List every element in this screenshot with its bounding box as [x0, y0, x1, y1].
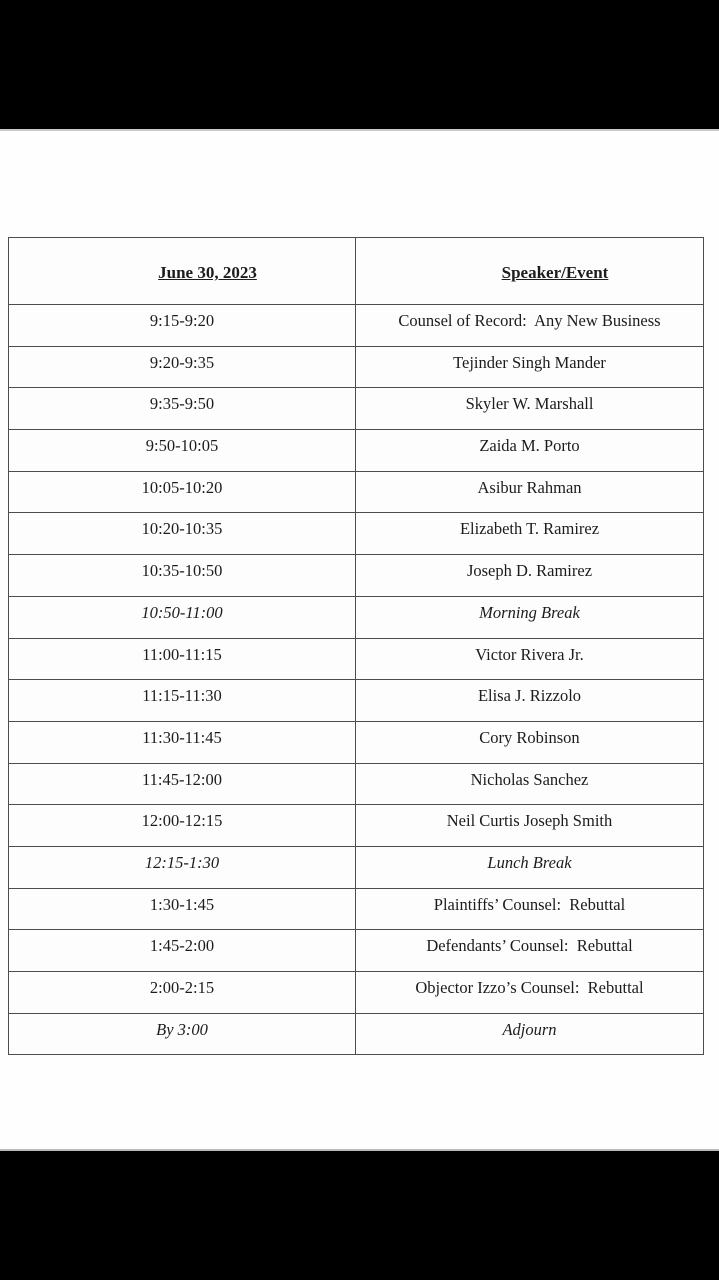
time-cell: 9:20-9:35 [9, 346, 356, 388]
time-cell: 9:15-9:20 [9, 305, 356, 347]
table-row [9, 471, 704, 513]
table-row [9, 763, 704, 805]
time-cell: 11:00-11:15 [9, 638, 356, 680]
table-row [9, 305, 704, 347]
table-row [9, 596, 704, 638]
table-row [9, 513, 704, 555]
table-row [9, 388, 704, 430]
table-row [9, 930, 704, 972]
time-cell: By 3:00 [9, 1013, 356, 1055]
time-cell: 10:05-10:20 [9, 471, 356, 513]
time-cell: 10:35-10:50 [9, 555, 356, 597]
table-row [9, 972, 704, 1014]
header-row [9, 238, 704, 305]
event-cell: Skyler W. Marshall [356, 388, 704, 430]
table-row [9, 888, 704, 930]
table-row [9, 680, 704, 722]
time-cell: 1:45-2:00 [9, 930, 356, 972]
time-cell: 12:00-12:15 [9, 805, 356, 847]
event-cell: Plaintiffs’ Counsel: Rebuttal [356, 888, 704, 930]
date-column-header [9, 238, 356, 305]
event-cell: Elizabeth T. Ramirez [356, 513, 704, 555]
time-cell: 1:30-1:45 [9, 888, 356, 930]
time-cell: 11:45-12:00 [9, 763, 356, 805]
event-cell: Nicholas Sanchez [356, 763, 704, 805]
time-cell: 9:50-10:05 [9, 430, 356, 472]
event-cell: Adjourn [356, 1013, 704, 1055]
table-row [9, 346, 704, 388]
table-row [9, 846, 704, 888]
time-cell: 10:20-10:35 [9, 513, 356, 555]
speaker-column-header-label: Speaker/Event [501, 263, 609, 282]
event-cell: Neil Curtis Joseph Smith [356, 805, 704, 847]
time-cell: 11:30-11:45 [9, 721, 356, 763]
schedule-rows [9, 305, 704, 1055]
event-cell: Cory Robinson [356, 721, 704, 763]
top-black-bar [0, 0, 719, 131]
table-row [9, 1013, 704, 1055]
table-row [9, 805, 704, 847]
schedule-table [8, 237, 704, 1055]
event-cell: Elisa J. Rizzolo [356, 680, 704, 722]
event-cell: Defendants’ Counsel: Rebuttal [356, 930, 704, 972]
date-column-header-label: June 30, 2023 [158, 263, 257, 282]
event-cell: Asibur Rahman [356, 471, 704, 513]
event-cell: Tejinder Singh Mander [356, 346, 704, 388]
event-cell: Counsel of Record: Any New Business [356, 305, 704, 347]
table-row [9, 430, 704, 472]
event-cell: Lunch Break [356, 846, 704, 888]
document-page [0, 131, 719, 1149]
table-row [9, 721, 704, 763]
time-cell: 10:50-11:00 [9, 596, 356, 638]
speaker-column-header [356, 238, 704, 305]
table-row [9, 555, 704, 597]
event-cell: Joseph D. Ramirez [356, 555, 704, 597]
time-cell: 2:00-2:15 [9, 972, 356, 1014]
table-row [9, 638, 704, 680]
time-cell: 12:15-1:30 [9, 846, 356, 888]
event-cell: Morning Break [356, 596, 704, 638]
event-cell: Zaida M. Porto [356, 430, 704, 472]
event-cell: Objector Izzo’s Counsel: Rebuttal [356, 972, 704, 1014]
time-cell: 11:15-11:30 [9, 680, 356, 722]
time-cell: 9:35-9:50 [9, 388, 356, 430]
bottom-black-bar [0, 1149, 719, 1280]
event-cell: Victor Rivera Jr. [356, 638, 704, 680]
